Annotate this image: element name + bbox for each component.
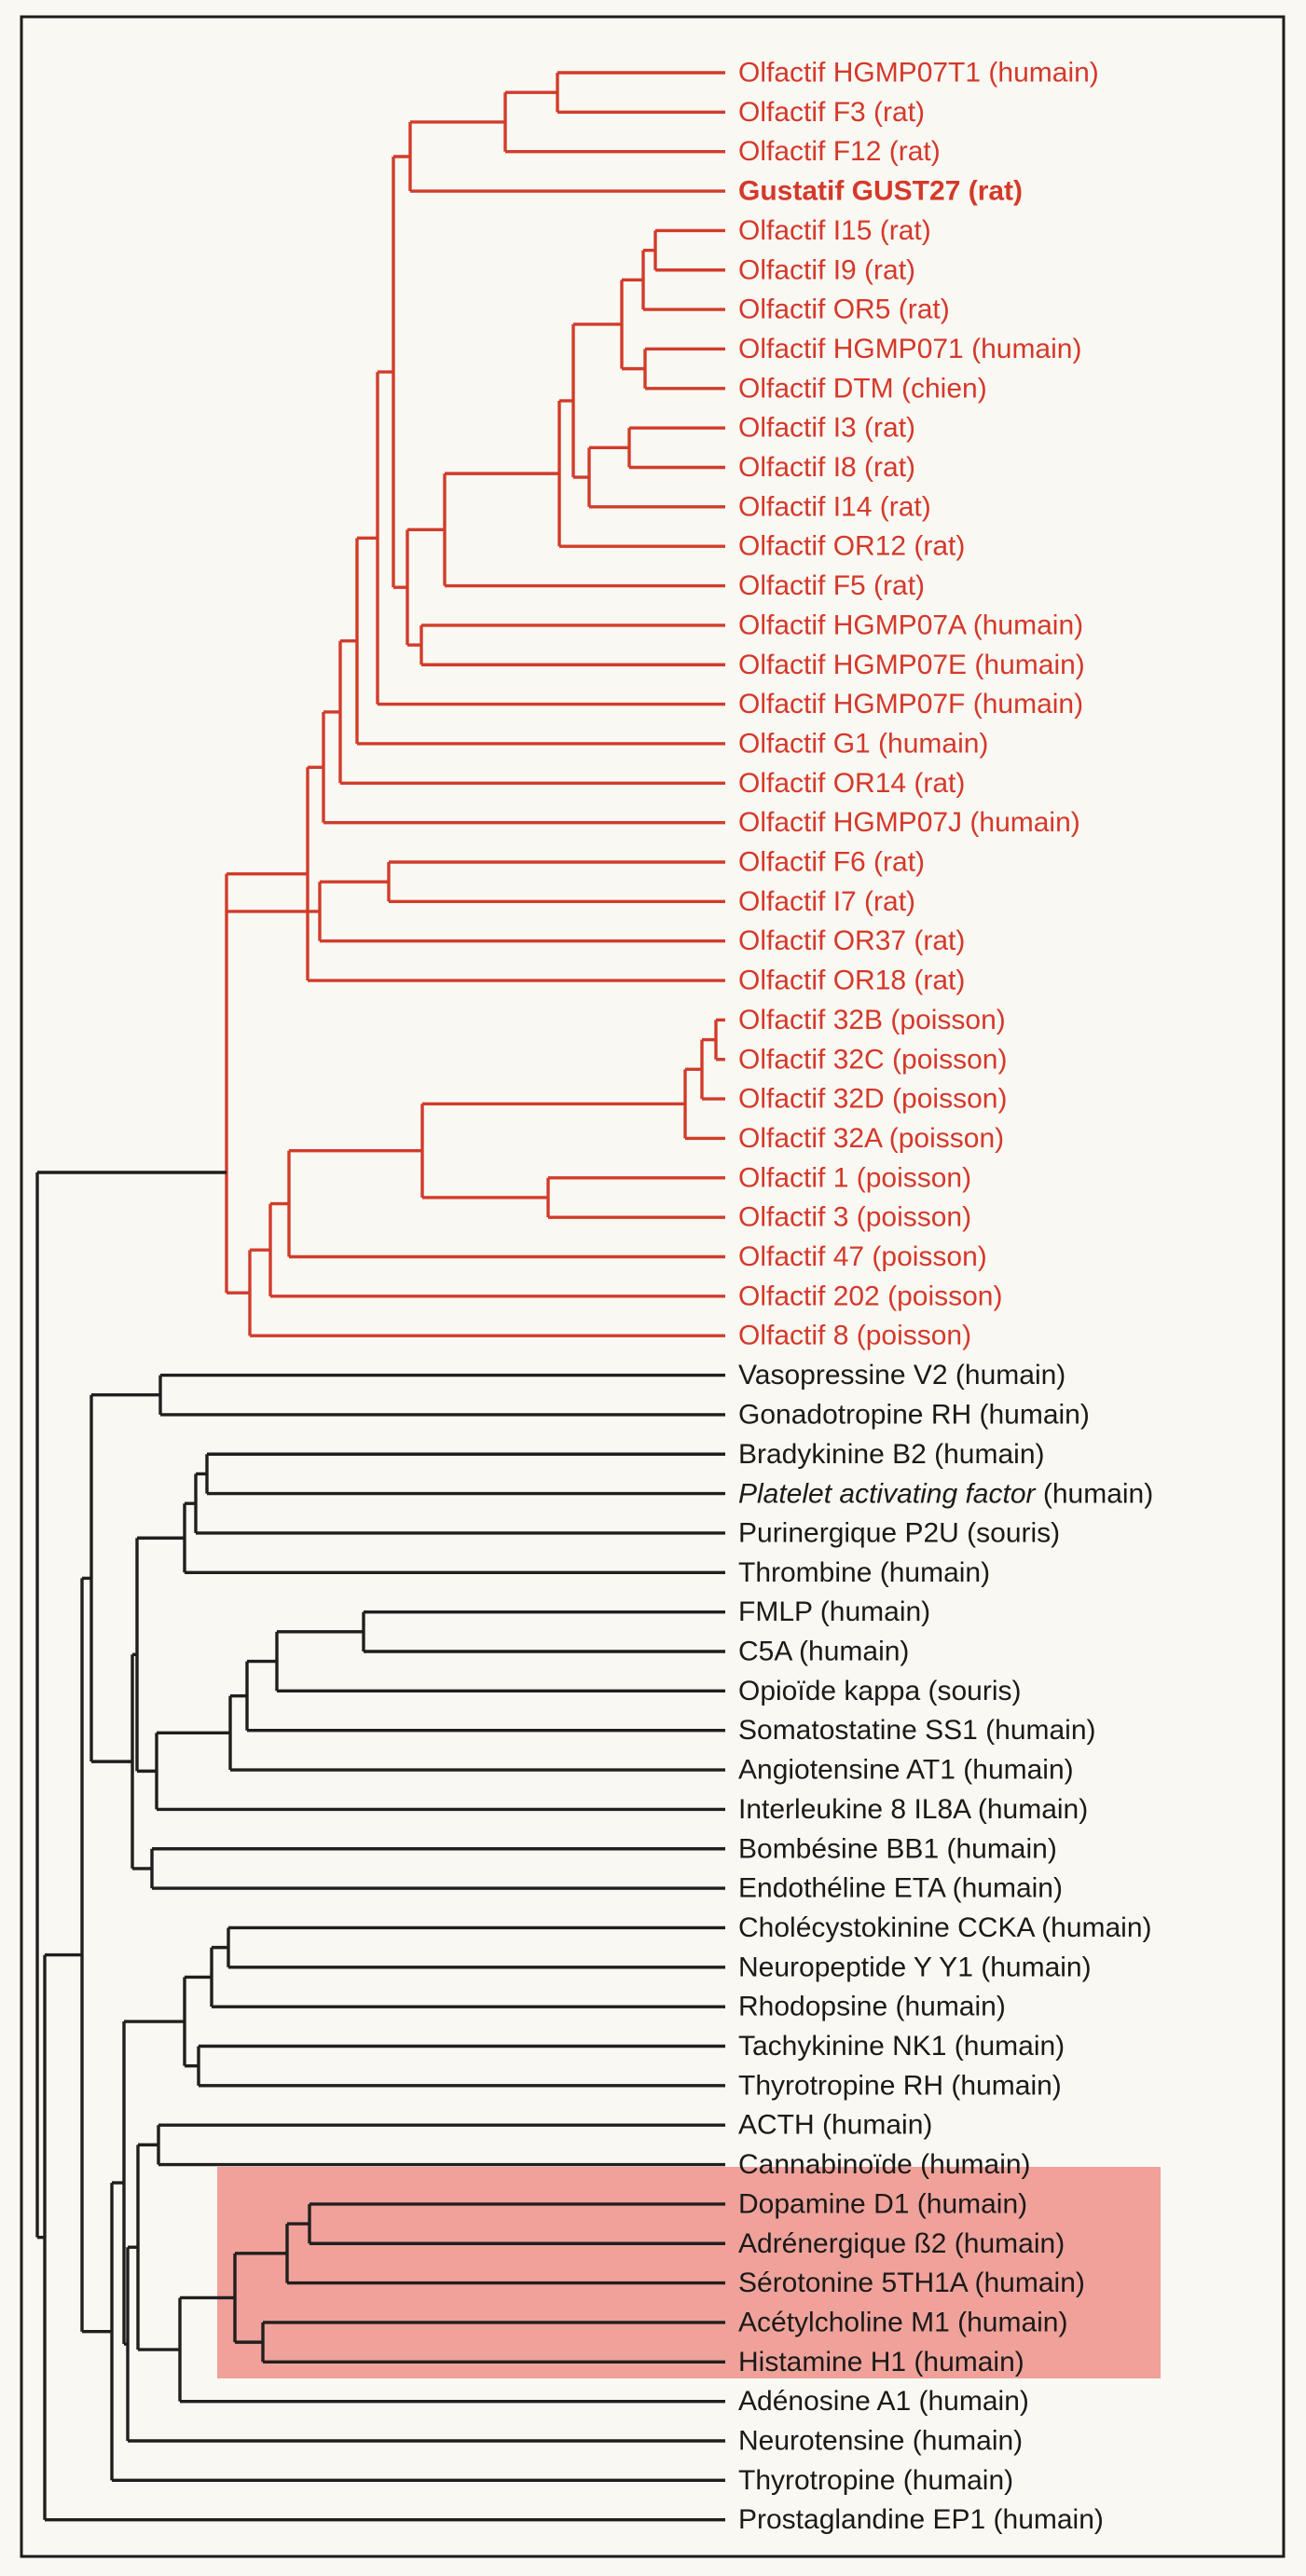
leaf-label: Adénosine A1 (humain) — [738, 2386, 1029, 2418]
leaf-label: Olfactif OR14 (rat) — [738, 767, 966, 799]
leaf-label: Olfactif OR5 (rat) — [738, 294, 950, 325]
leaf-label: Histamine H1 (humain) — [738, 2346, 1024, 2377]
leaf-label: Olfactif F5 (rat) — [738, 570, 926, 602]
leaf-label: Olfactif I14 (rat) — [738, 491, 931, 523]
leaf-label: Opioïde kappa (souris) — [738, 1675, 1022, 1706]
leaf-label: Olfactif I7 (rat) — [738, 885, 916, 917]
leaf-label: Olfactif OR12 (rat) — [738, 530, 966, 562]
leaf-label: Purinergique P2U (souris) — [738, 1517, 1061, 1549]
leaf-label: Olfactif I15 (rat) — [738, 214, 931, 246]
leaf-label: Olfactif I9 (rat) — [738, 254, 916, 286]
leaf-label: ACTH (humain) — [738, 2109, 933, 2141]
leaf-label: Thyrotropine (humain) — [738, 2464, 1014, 2496]
leaf-label: Olfactif OR18 (rat) — [738, 965, 966, 996]
leaf-label: Olfactif 3 (poisson) — [738, 1201, 972, 1233]
leaf-label: Olfactif HGMP071 (humain) — [738, 333, 1082, 364]
leaf-label: Olfactif F3 (rat) — [738, 96, 926, 128]
leaf-label: Olfactif 8 (poisson) — [738, 1320, 972, 1351]
leaf-label: Olfactif HGMP07A (humain) — [738, 610, 1084, 641]
leaf-label: Angiotensine AT1 (humain) — [738, 1754, 1074, 1786]
leaf-label: Olfactif 47 (poisson) — [738, 1241, 987, 1272]
leaf-label: Sérotonine 5TH1A (humain) — [738, 2268, 1085, 2299]
leaf-label: Neurotensine (humain) — [738, 2425, 1024, 2457]
leaf-label: Olfactif 32B (poisson) — [738, 1004, 1006, 1035]
leaf-label: Thyrotropine RH (humain) — [738, 2070, 1062, 2102]
leaf-label: Olfactif F12 (rat) — [738, 136, 941, 168]
leaf-label: Prostaglandine EP1 (humain) — [738, 2504, 1104, 2536]
leaf-label: Olfactif 202 (poisson) — [738, 1281, 1003, 1312]
leaf-label: Acétylcholine M1 (humain) — [738, 2307, 1068, 2338]
leaf-label: Endothéline ETA (humain) — [738, 1872, 1063, 1904]
leaf-label: Adrénergique ß2 (humain) — [738, 2227, 1065, 2259]
leaf-label: Olfactif 32C (poisson) — [738, 1044, 1008, 1076]
leaf-label: Cannabinoïde (humain) — [738, 2149, 1031, 2181]
leaf-label: Olfactif HGMP07E (humain) — [738, 649, 1085, 680]
leaf-label: Olfactif F6 (rat) — [738, 846, 926, 878]
leaf-label: Olfactif G1 (humain) — [738, 728, 989, 760]
leaf-label: Thrombine (humain) — [738, 1556, 991, 1588]
leaf-label: Somatostatine SS1 (humain) — [738, 1715, 1096, 1747]
leaf-label: Bradykinine B2 (humain) — [738, 1438, 1045, 1470]
leaf-label: Cholécystokinine CCKA (humain) — [738, 1911, 1152, 1943]
leaf-label: Interleukine 8 IL8A (humain) — [738, 1793, 1089, 1825]
leaf-label: Dopamine D1 (humain) — [738, 2188, 1028, 2220]
leaf-label: Gonadotropine RH (humain) — [738, 1399, 1090, 1431]
leaf-label: Olfactif 1 (poisson) — [738, 1162, 972, 1194]
leaf-label: Tachykinine NK1 (humain) — [738, 2031, 1065, 2062]
leaf-label: FMLP (humain) — [738, 1596, 931, 1628]
leaf-label: Olfactif DTM (chien) — [738, 373, 987, 404]
leaf-label: Olfactif 32D (poisson) — [738, 1083, 1008, 1115]
leaf-label: Olfactif HGMP07T1 (humain) — [738, 57, 1099, 89]
leaf-label: Olfactif HGMP07F (humain) — [738, 689, 1084, 720]
leaf-label: Gustatif GUST27 (rat) — [738, 175, 1024, 207]
leaf-label: Rhodopsine (humain) — [738, 1991, 1006, 2022]
leaf-label: Neuropeptide Y Y1 (humain) — [738, 1952, 1092, 1983]
leaf-label: Bombésine BB1 (humain) — [738, 1833, 1057, 1865]
leaf-label: Olfactif I3 (rat) — [738, 412, 916, 444]
leaf-label: Platelet activating factor (humain) — [738, 1478, 1154, 1510]
leaf-label: Olfactif 32A (poisson) — [738, 1122, 1005, 1154]
leaf-label: C5A (humain) — [738, 1636, 910, 1667]
leaf-label: Olfactif OR37 (rat) — [738, 925, 966, 957]
leaf-label: Olfactif HGMP07J (humain) — [738, 807, 1080, 839]
leaf-label: Vasopressine V2 (humain) — [738, 1360, 1066, 1391]
leaf-label: Olfactif I8 (rat) — [738, 452, 916, 483]
